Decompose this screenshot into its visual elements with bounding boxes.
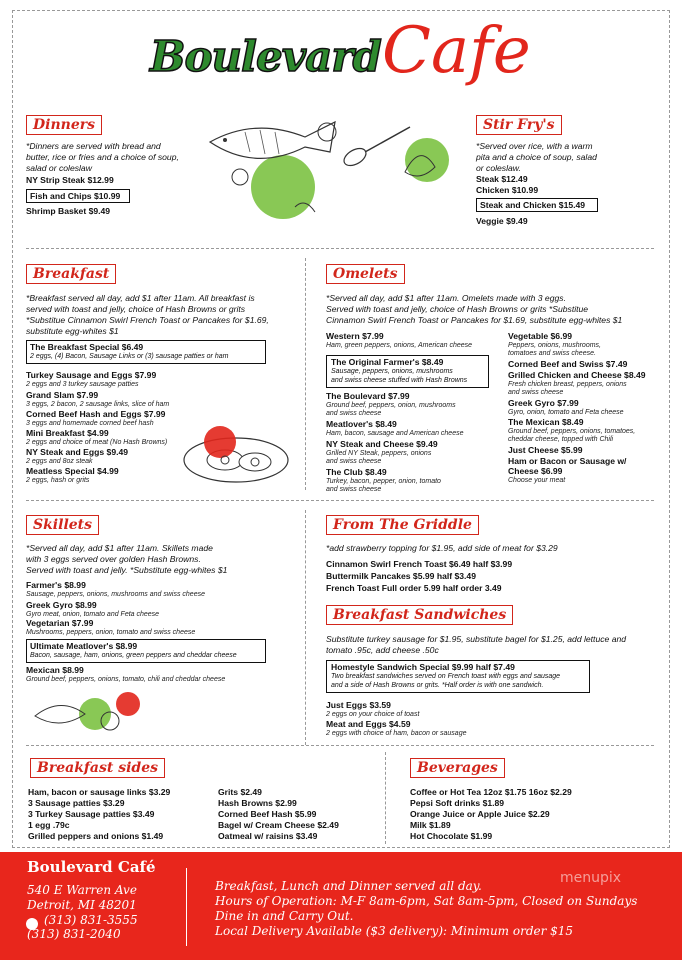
featured-item-box	[326, 355, 489, 388]
dinners-note-1: *Dinners are served with bread and	[26, 141, 161, 151]
stirfry-note-1: *Served over rice, with a warm	[476, 141, 593, 151]
item-description: Gyro, onion, tomato and Feta cheese	[508, 409, 624, 416]
sandwiches-note-2: tomato .95c, add cheese .50c	[326, 645, 439, 655]
menu-item: 3 Turkey Sausage patties $3.49	[28, 809, 155, 819]
item-description: Ground beef, peppers, onions, tomato, chili and cheddar cheese	[26, 676, 226, 683]
menu-item: Buttermilk Pancakes $5.99 half $3.49	[326, 571, 476, 581]
menu-item: The Original Farmer's $8.49	[331, 357, 444, 367]
dinners-note-3: salad or coleslaw	[26, 163, 92, 173]
item-description: and swiss cheese	[508, 389, 564, 396]
item-description: 2 eggs and choice of meat (No Hash Browns)	[26, 439, 168, 446]
menu-item: Corned Beef Hash $5.99	[218, 809, 317, 819]
item-description: Mushrooms, peppers, onion, tomato and swiss cheese	[26, 629, 196, 636]
item-description: Peppers, onions, mushrooms,	[508, 342, 601, 349]
footer-line-3: Dine in and Carry Out.	[215, 909, 354, 923]
menu-item: 3 Sausage patties $3.29	[28, 798, 125, 808]
breakfast-heading: Breakfast	[26, 264, 116, 284]
menu-item: Just Cheese $5.99	[508, 445, 583, 455]
griddle-heading: From The Griddle	[326, 515, 479, 535]
menu-item: Shrimp Basket $9.49	[26, 206, 111, 216]
menu-item: Meatlover's $8.49	[326, 419, 397, 429]
menu-item: Corned Beef and Swiss $7.49	[508, 359, 628, 369]
eggs-illustration	[180, 420, 290, 490]
featured-item-box	[26, 340, 266, 364]
menu-item: Western $7.99	[326, 331, 384, 341]
menu-item: Orange Juice or Apple Juice $2.29	[410, 809, 550, 819]
stirfry-heading: Stir Fry's	[476, 115, 562, 135]
omelets-heading: Omelets	[326, 264, 405, 284]
menu-item: Meatless Special $4.99	[26, 466, 119, 476]
logo-boulevard: Boulevard	[150, 32, 381, 81]
omelets-note-3: Cinnamon Swirl French Toast or Pancakes for $1.69, substitute egg-whites $1	[326, 315, 623, 325]
section-divider	[26, 745, 654, 746]
footer-phone-2: (313) 831-2040	[27, 927, 121, 941]
menu-item: 1 egg .79c	[28, 820, 70, 830]
breakfast-note-3: *Substitue Cinnamon Swirl French Toast or Pancakes for $1.69,	[26, 315, 269, 325]
footer-address-1: 540 E Warren Ave	[27, 883, 137, 897]
menu-item: Chicken $10.99	[476, 185, 539, 195]
omelets-note-2: Served with toast and jelly, choice of Hash Browns or grits *Substitue	[326, 304, 589, 314]
menu-item: Just Eggs $3.59	[326, 700, 391, 710]
featured-item-box	[476, 198, 598, 212]
featured-item-box	[326, 660, 590, 693]
menu-item: Vegetable $6.99	[508, 331, 573, 341]
menu-item: Bagel w/ Cream Cheese $2.49	[218, 820, 339, 830]
menu-item: Fish and Chips $10.99	[30, 191, 121, 201]
section-divider	[26, 500, 654, 501]
skillets-note-2: with 3 eggs served over golden Hash Browns.	[26, 554, 201, 564]
item-description: cheddar cheese, topped with Chili	[508, 436, 614, 443]
breakfast-note-2: served with toast and jelly, choice of Hash Browns or grits	[26, 304, 246, 314]
skillets-note-1: *Served all day, add $1 after 11am. Skillets made	[26, 543, 213, 553]
menu-item: Ham or Bacon or Sausage w/	[508, 456, 627, 466]
item-description: and swiss cheese	[326, 410, 382, 417]
omelets-note-1: *Served all day, add $1 after 11am. Omelets made with 3 eggs.	[326, 293, 566, 303]
dinners-note-2: butter, rice or fries and a choice of soup,	[26, 152, 179, 162]
item-description: Ground beef, peppers, onions, tomatoes,	[508, 428, 636, 435]
footer-name: Boulevard Café	[27, 858, 156, 876]
footer-address-2: Detroit, MI 48201	[27, 898, 137, 912]
menu-item: Pepsi Soft drinks $1.89	[410, 798, 505, 808]
watermark: menupix	[560, 870, 622, 886]
menu-item: Greek Gyro $7.99	[508, 398, 579, 408]
menu-item: Mexican $8.99	[26, 665, 84, 675]
item-description: Grilled NY Steak, peppers, onions	[326, 450, 432, 457]
menu-item: Farmer's $8.99	[26, 580, 86, 590]
item-description: 2 eggs, hash or grits	[26, 477, 90, 484]
footer-phone-1: (313) 831-3555	[44, 913, 138, 927]
vegetables-illustration	[30, 686, 140, 741]
menu-item: Grand Slam $7.99	[26, 390, 99, 400]
item-description: Two breakfast sandwiches served on French toast with eggs and sausage	[331, 673, 561, 680]
menu-item: Steak $12.49	[476, 174, 528, 184]
section-divider	[385, 752, 386, 844]
breakfast-note-4: substitute egg-whites $1	[26, 326, 119, 336]
item-description: 2 eggs with choice of ham, bacon or sausage	[326, 730, 467, 737]
item-description: 2 eggs, (4) Bacon, Sausage Links or (3) sausage patties or ham	[30, 353, 229, 360]
stirfry-note-3: or coleslaw.	[476, 163, 521, 173]
skillets-heading: Skillets	[26, 515, 99, 535]
menu-item: Coffee or Hot Tea 12oz $1.75 16oz $2.29	[410, 787, 572, 797]
menu-item: NY Steak and Eggs $9.49	[26, 447, 129, 457]
section-divider	[305, 258, 306, 490]
menu-item: Grilled peppers and onions $1.49	[28, 831, 164, 841]
menu-item: Steak and Chicken $15.49	[480, 200, 586, 210]
menu-item: Milk $1.89	[410, 820, 451, 830]
item-description: and swiss cheese stuffed with Hash Browns	[331, 376, 468, 384]
menu-item: Hot Chocolate $1.99	[410, 831, 493, 841]
item-description: and a side of Hash Browns or grits. *Half order is with one sandwich.	[331, 681, 544, 689]
menu-item: Grits $2.49	[218, 787, 262, 797]
menu-item: The Breakfast Special $6.49	[30, 342, 144, 352]
menu-item: Vegetarian $7.99	[26, 618, 94, 628]
menu-item: French Toast Full order 5.99 half order 3.49	[326, 583, 502, 593]
menu-item: The Mexican $8.49	[508, 417, 584, 427]
menu-item: Cheese $6.99	[508, 466, 563, 476]
sides-heading: Breakfast sides	[30, 758, 165, 778]
skillets-note-3: Served with toast and jelly. *Substitute egg-whites $1	[26, 565, 228, 575]
item-description: Gyro meat, onion, tomato and Feta cheese	[26, 611, 160, 618]
item-description: Ham, green peppers, onions, American cheese	[326, 342, 473, 349]
footer-line-4: Local Delivery Available ($3 delivery): Minimum order $15	[215, 924, 574, 938]
menu-item: Veggie $9.49	[476, 216, 528, 226]
featured-item-box	[26, 639, 266, 663]
item-description: tomatoes and swiss cheese.	[508, 350, 596, 357]
menu-item: Homestyle Sandwich Special $9.99 half $7.49	[331, 662, 515, 672]
menu-item: Cinnamon Swirl French Toast $6.49 half $3.99	[326, 559, 513, 569]
item-description: and swiss cheese	[326, 458, 382, 465]
item-description: Fresh chicken breast, peppers, onions	[508, 381, 627, 388]
menu-item: The Club $8.49	[326, 467, 387, 477]
item-description: and swiss cheese	[326, 486, 382, 493]
beverages-heading: Beverages	[410, 758, 505, 778]
menu-item: Oatmeal w/ raisins $3.49	[218, 831, 318, 841]
footer-banner	[0, 852, 682, 960]
menu-item: Ultimate Meatlover's $8.99	[30, 641, 138, 651]
item-description: Choose your meat	[508, 477, 566, 484]
footer-divider	[186, 868, 187, 946]
item-description: 3 eggs and homemade corned beef hash	[26, 420, 154, 427]
item-description: 3 eggs, 2 bacon, 2 sausage links, slice of ham	[26, 401, 170, 408]
item-description: Sausage, peppers, onions, mushrooms	[331, 368, 453, 375]
footer-line-1: Breakfast, Lunch and Dinner served all day.	[215, 879, 482, 893]
sandwiches-note-1: Substitute turkey sausage for $1.95, substitute bagel for $1.25, add lettuce and	[326, 634, 627, 644]
dinners-heading: Dinners	[26, 115, 102, 135]
menu-item: NY Steak and Cheese $9.49	[326, 439, 438, 449]
item-description: Sausage, peppers, onions, mushrooms and swiss cheese	[26, 591, 205, 598]
menu-item: Grilled Chicken and Cheese $8.49	[508, 370, 646, 380]
menu-item: Corned Beef Hash and Eggs $7.99	[26, 409, 166, 419]
item-description: 2 eggs and 8oz steak	[26, 458, 93, 465]
breakfast-note-1: *Breakfast served all day, add $1 after 11am. All breakfast is	[26, 293, 255, 303]
logo-cafe: Cafe	[382, 14, 531, 88]
item-description: Ham, bacon, sausage and American cheese	[326, 430, 464, 437]
footer-line-2: Hours of Operation: M-F 8am-6pm, Sat 8am-5pm, Closed on Sundays	[215, 894, 638, 908]
menu-item: The Boulevard $7.99	[326, 391, 410, 401]
logo	[150, 14, 550, 90]
fish-illustration	[205, 112, 455, 237]
section-divider	[26, 248, 654, 249]
item-description: Bacon, sausage, ham, onions, green peppers and cheddar cheese	[30, 652, 237, 659]
menu-item: Greek Gyro $8.99	[26, 600, 97, 610]
item-description: Turkey, bacon, pepper, onion, tomato	[326, 478, 441, 485]
menu-item: Meat and Eggs $4.59	[326, 719, 411, 729]
featured-item-box	[26, 189, 130, 203]
menu-item: NY Strip Steak $12.99	[26, 175, 114, 185]
menu-item: Mini Breakfast $4.99	[26, 428, 109, 438]
menu-item: Turkey Sausage and Eggs $7.99	[26, 370, 157, 380]
menu-item: Ham, bacon or sausage links $3.29	[28, 787, 171, 797]
item-description: 2 eggs and 3 turkey sausage patties	[26, 381, 139, 388]
section-divider	[305, 510, 306, 745]
menu-item: Hash Browns $2.99	[218, 798, 297, 808]
stirfry-note-2: pita and a choice of soup, salad	[476, 152, 597, 162]
item-description: 2 eggs on your choice of toast	[326, 711, 420, 718]
item-description: Ground beef, peppers, onion, mushrooms	[326, 402, 456, 409]
griddle-note: *add strawberry topping for $1.95, add side of meat for $3.29	[326, 543, 558, 553]
sandwiches-heading: Breakfast Sandwiches	[326, 605, 513, 625]
